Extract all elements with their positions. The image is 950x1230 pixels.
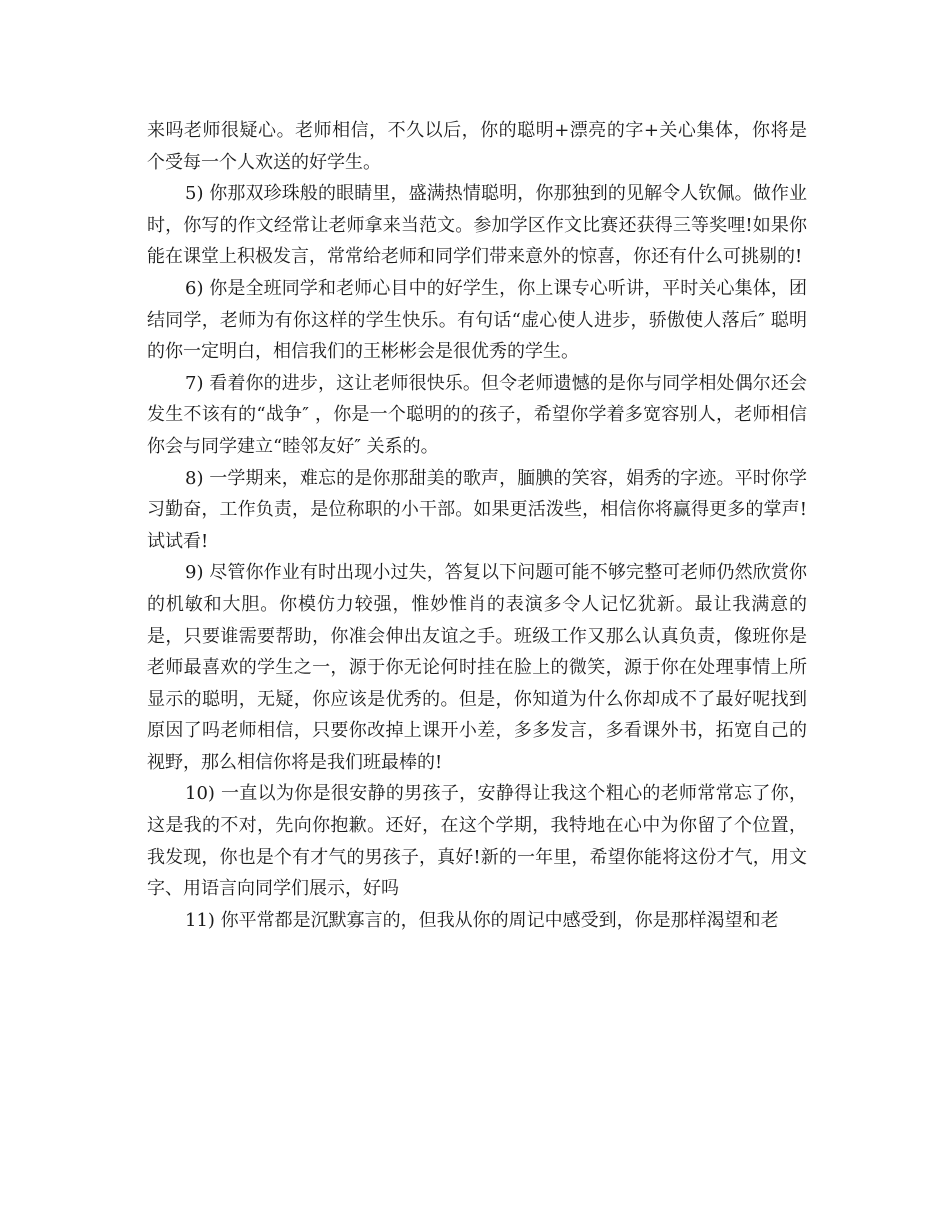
paragraph-9: 9) 尽管你作业有时出现小过失，答复以下问题可能不够完整可老师仍然欣赏你的机敏和大胆。你模仿力较强，惟妙惟肖的表演多令人记忆犹新。最让我满意的是，只要谁需要帮助，你准会伸出友谊之手。班级工作又那么认真负责，像班你是老师最喜欢的学生之一，源于你无论何时挂在脸上的微笑，源于你在处理事情上所显示的聪明，无疑，你应该是优秀的。但是，你知道为什么你却成不了最好呢找到原因了吗老师相信，只要你改掉上课开小差，多多发言，多看课外书，拓宽自己的视野，那么相信你将是我们班最棒的!: [147, 562, 807, 773]
document-body: [147, 115, 807, 936]
paragraph-continued: 来吗老师很疑心。老师相信，不久以后，你的聪明+漂亮的字+关心集体，你将是个受每一个人欢送的好学生。: [147, 120, 807, 173]
paragraph-7: 7) 看着你的进步，这让老师很快乐。但令老师遗憾的是你与同学相处偶尔还会发生不该有的“战争″ ，你是一个聪明的的孩子，希望你学着多宽容别人，老师相信你会与同学建立“睦邻友好″ 关系的。: [147, 372, 807, 457]
paragraph-6: 6) 你是全班同学和老师心目中的好学生，你上课专心听讲，平时关心集体，团结同学，老师为有你这样的学生快乐。有句话“虚心使人进步，骄傲使人落后″ 聪明的你一定明白，相信我们的王彬彬会是很优秀的学生。: [147, 277, 807, 363]
paragraph-8: 8) 一学期来，难忘的是你那甜美的歌声，腼腆的笑容，娟秀的字迹。平时你学习勤奋，工作负责，是位称职的小干部。如果更活泼些，相信你将赢得更多的掌声!试试看!: [147, 467, 807, 552]
paragraph-10: 10) 一直以为你是很安静的男孩子，安静得让我这个粗心的老师常常忘了你，这是我的不对，先向你抱歉。还好，在这个学期，我特地在心中为你留了个位置，我发现，你也是个有才气的男孩子，真好!新的一年里，希望你能将这份才气，用文字、用语言向同学们展示，好吗: [147, 783, 807, 900]
paragraph-11: 11) 你平常都是沉默寡言的，但我从你的周记中感受到，你是那样渴望和老: [185, 909, 779, 931]
paragraph-5: 5) 你那双珍珠般的眼睛里，盛满热情聪明，你那独到的见解令人钦佩。做作业时，你写的作文经常让老师拿来当范文。参加学区作文比赛还获得三等奖哩!如果你能在课堂上积极发言，常常给老师和同学们带来意外的惊喜，你还有什么可挑剔的!: [147, 183, 807, 268]
